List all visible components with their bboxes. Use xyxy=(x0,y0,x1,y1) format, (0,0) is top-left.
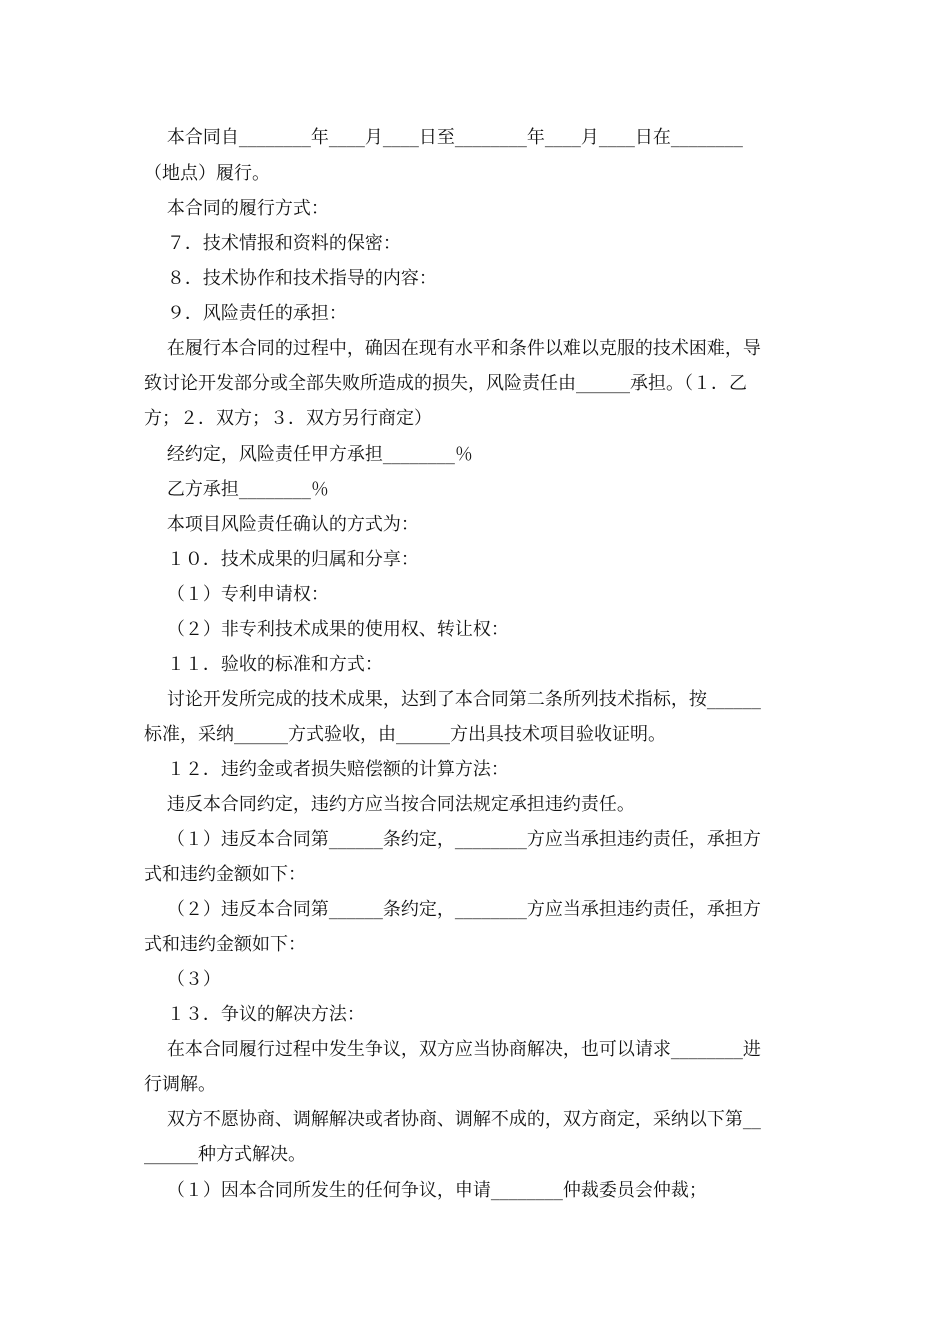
paragraph-line: 方；２．双方；３．双方另行商定） xyxy=(144,408,432,429)
paragraph-line: 本合同的履行方式： xyxy=(144,198,329,219)
paragraph-line: 在本合同履行过程中发生争议，双方应当协商解决，也可以请求________进 xyxy=(144,1039,761,1060)
list-item: （１）专利申请权： xyxy=(144,584,329,605)
paragraph-line: 本合同自________年____月____日至________年____月____日在________ xyxy=(144,127,743,148)
paragraph-line: 经约定，风险责任甲方承担________％ xyxy=(144,444,473,465)
paragraph-line: ______种方式解决。 xyxy=(144,1144,306,1165)
list-item: （１）因本合同所发生的任何争议，申请________仲裁委员会仲裁； xyxy=(144,1180,707,1201)
paragraph-line: 标准，采纳______方式验收，由______方出具技术项目验收证明。 xyxy=(144,724,666,745)
section-heading-8: ８．技术协作和技术指导的内容： xyxy=(144,268,437,289)
section-heading-12: １２．违约金或者损失赔偿额的计算方法： xyxy=(144,759,509,780)
paragraph-line: 式和违约金额如下： xyxy=(144,934,306,955)
section-heading-9: ９．风险责任的承担： xyxy=(144,303,347,324)
list-item: （１）违反本合同第______条约定，________方应当承担违约责任，承担方 xyxy=(144,829,761,850)
paragraph-line: 乙方承担________％ xyxy=(144,479,329,500)
section-heading-10: １０．技术成果的归属和分享： xyxy=(144,549,419,570)
list-item: （３） xyxy=(144,969,221,990)
section-heading-11: １１．验收的标准和方式： xyxy=(144,654,383,675)
paragraph-line: 双方不愿协商、调解解决或者协商、调解不成的，双方商定，采纳以下第__ xyxy=(144,1109,761,1130)
list-item: （２）违反本合同第______条约定，________方应当承担违约责任，承担方 xyxy=(144,899,761,920)
paragraph-line: 本项目风险责任确认的方式为： xyxy=(144,514,419,535)
paragraph-line: （地点）履行。 xyxy=(144,163,270,184)
list-item: （２）非专利技术成果的使用权、转让权： xyxy=(144,619,509,640)
section-heading-7: ７．技术情报和资料的保密： xyxy=(144,233,401,254)
paragraph-line: 在履行本合同的过程中，确因在现有水平和条件以难以克服的技术困难，导 xyxy=(144,338,761,359)
paragraph-line: 违反本合同约定，违约方应当按合同法规定承担违约责任。 xyxy=(144,794,635,815)
section-heading-13: １３．争议的解决方法： xyxy=(144,1004,365,1025)
paragraph-line: 行调解。 xyxy=(144,1074,216,1095)
paragraph-line: 讨论开发所完成的技术成果，达到了本合同第二条所列技术指标，按______ xyxy=(144,689,761,710)
paragraph-line: 式和违约金额如下： xyxy=(144,864,306,885)
paragraph-line: 致讨论开发部分或全部失败所造成的损失，风险责任由______承担。（１．乙 xyxy=(144,373,747,394)
